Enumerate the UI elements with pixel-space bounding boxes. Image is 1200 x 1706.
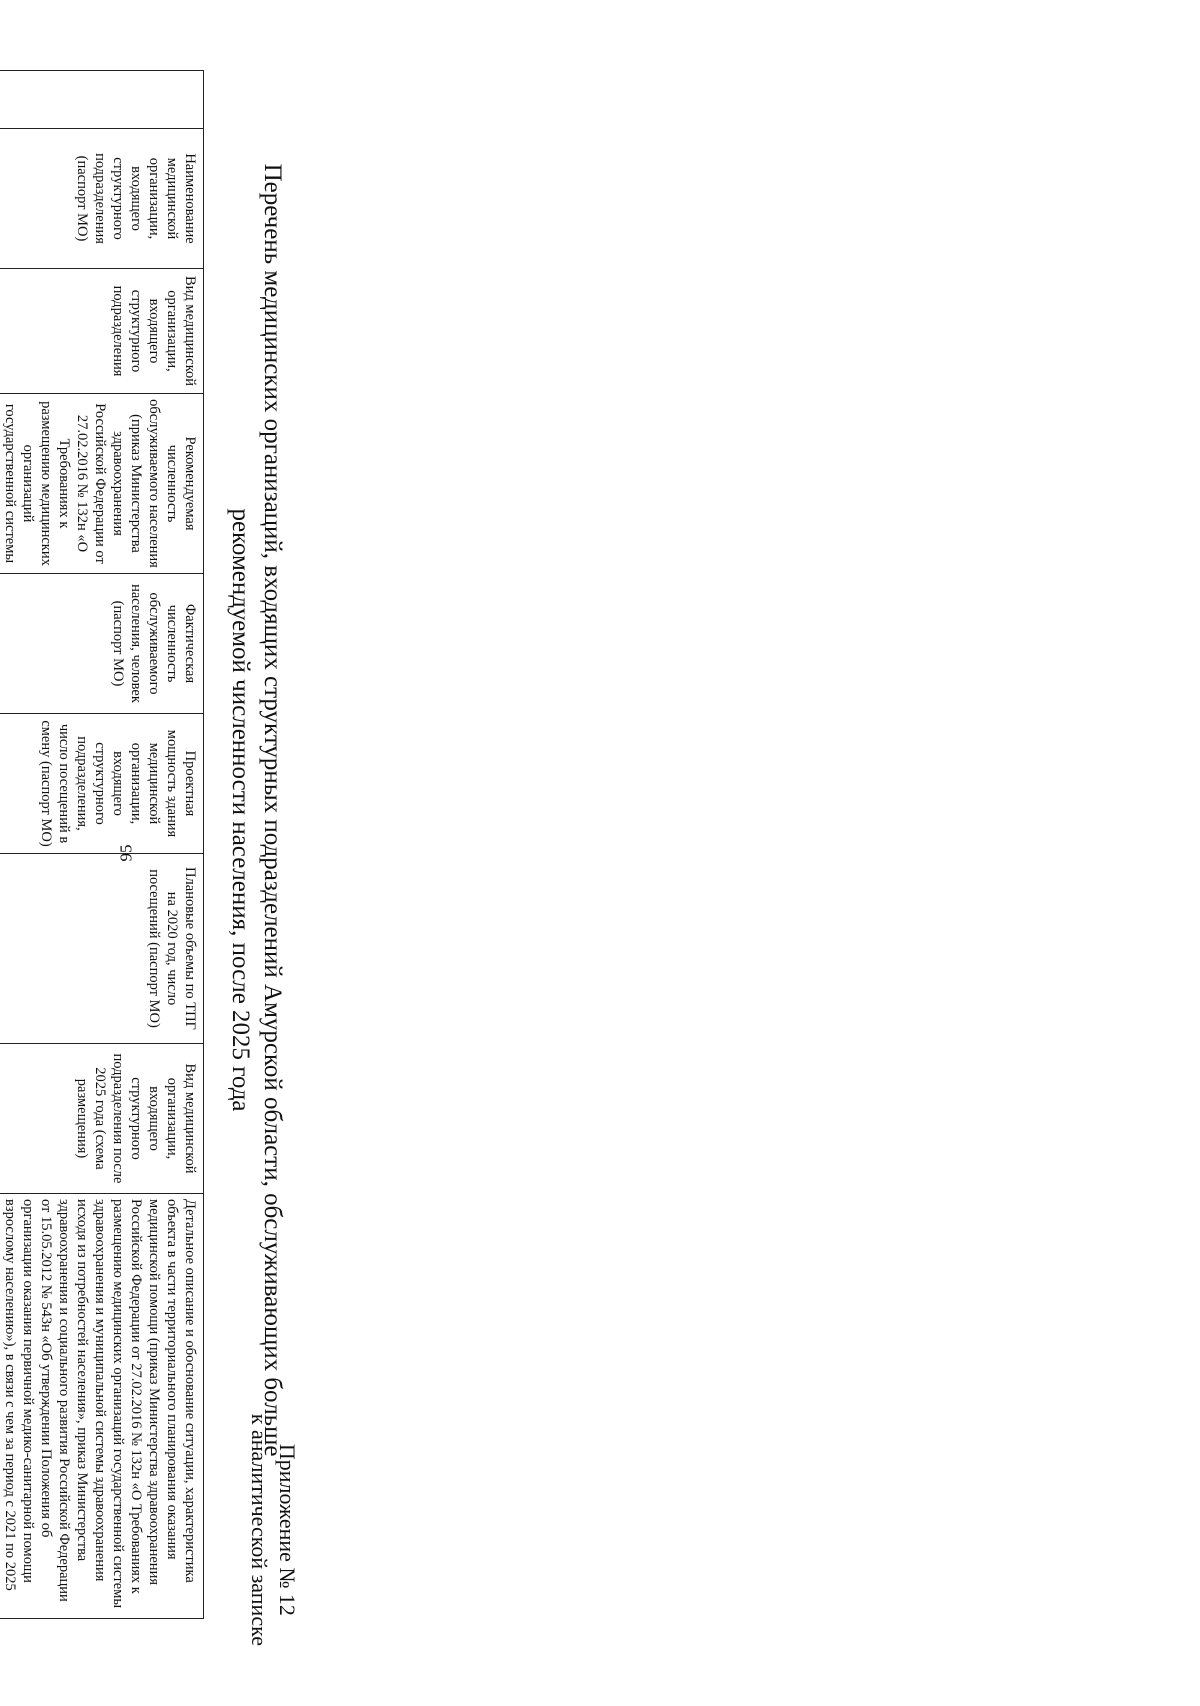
header-description: Детальное описание и обоснование ситуации, характеристика объекта в части территориального планирования оказания медицинской помощи (приказ Министерства здравоохранения Российской Федерации от 27.02.2016 № 132н «О Требованиях к размещению медицинских организаций государственной системы здравоохранения и муниципальной системы здравоохранения исходя из потребностей населения», приказ Министерства здравоохранения и социального развития Российской Федерации от 15.05.2012 № 543н «Об утверждении Положения об организации оказания первичной медико-санитарной помощи взрослому населению»), в связи с чем за период с 2021 по 2025 bbox=[0, 1194, 204, 1619]
document-title bbox=[224, 160, 288, 1460]
header-planned: Плановые объемы по ТПГ на 2020 год, число посещений (паспорт МО) bbox=[0, 854, 204, 1044]
header-type-after: Вид медицинской организации, входящего структурного подразделения после 2025 года (схема размещения) bbox=[0, 1044, 204, 1194]
table-header-row bbox=[0, 71, 204, 1619]
page-number: 95 bbox=[116, 844, 136, 862]
header-capacity: Проектная мощность здания медицинской организации, входящего структурного подразделения, число посещений в смену (паспорт МО) bbox=[0, 714, 204, 854]
document-title-line-1: Перечень медицинских организаций, входящих структурных подразделений Амурской области, обслуживающих больше bbox=[259, 163, 286, 1457]
header-actual: Фактическая численность обслуживаемого населения, человек (паспорт МО) bbox=[0, 574, 204, 714]
appendix-line-2: к аналитической записке bbox=[247, 1413, 272, 1646]
header-name: Наименование медицинской организации, входящего структурного подразделения (паспорт МО) bbox=[0, 129, 204, 269]
header-num bbox=[0, 71, 204, 129]
header-type: Вид медицинской организации, входящего структурного подразделения bbox=[0, 269, 204, 394]
landscape-sheet bbox=[2, 0, 1200, 1706]
document-title-line-2: рекомендуемой численности населения, после 2025 года bbox=[227, 508, 254, 1112]
organizations-table bbox=[0, 70, 204, 1619]
header-recommended: Рекомендуемая численность обслуживаемого населения (приказ Министерства здравоохранения Российской Федерации от 27.02.2016 № 132н «О Требованиях к размещению медицинских организаций государственной системы bbox=[0, 394, 204, 574]
appendix-line-1: Приложение № 12 bbox=[275, 1443, 300, 1616]
